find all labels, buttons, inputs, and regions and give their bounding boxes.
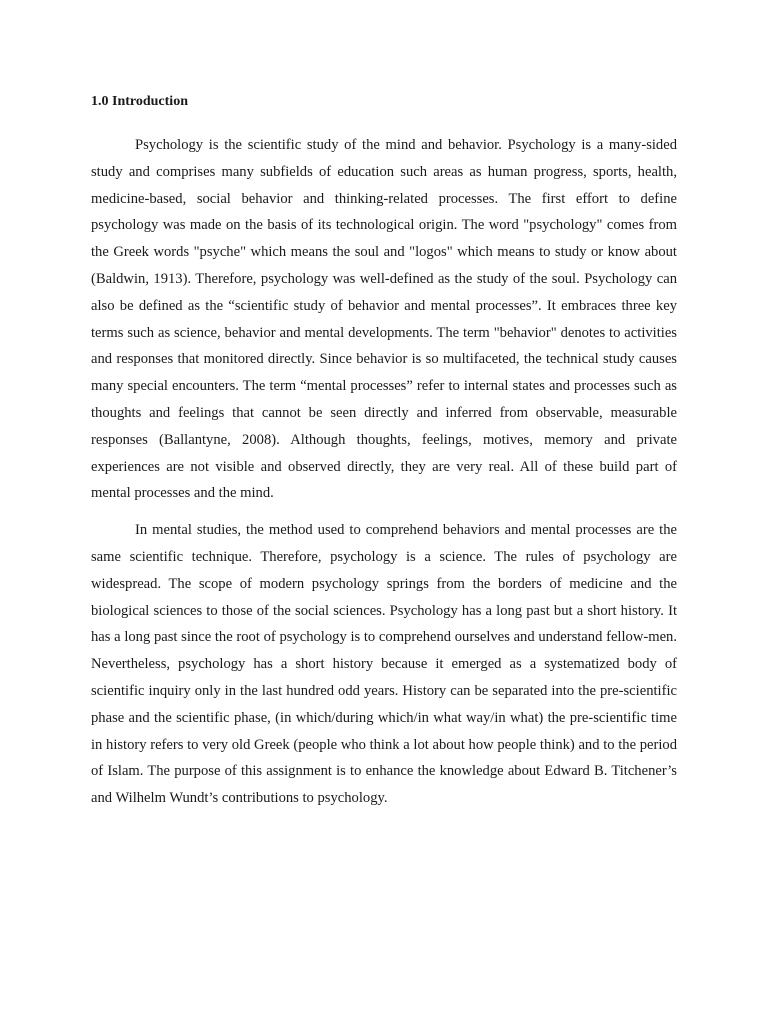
section-heading: 1.0 Introduction — [91, 94, 188, 109]
paragraph-1: Psychology is the scientific study of the mind and behavior. Psychology is a many-sided study and comprises many subfields of education such areas as human progress, sports, health, medicine-based, social behavior and thinking-related processes. The first effort to define psychology was made on the basis of its technological origin. The word "psychology" comes from the Greek words "psyche" which means the soul and "logos" which means to study or know about (Baldwin, 1913). Therefore, psychology was well-defined as the study of the soul. Psychology can also be defined as the “scientific study of behavior and mental processes”. It embraces three key terms such as science, behavior and mental developments. The term "behavior" denotes to activities and responses that monitored directly. Since behavior is so multifaceted, the technical study causes many special encounters. The term “mental processes” refer to internal states and processes such as thoughts and feelings that cannot be seen directly and inferred from observable, measurable responses (Ballantyne, 2008). Although thoughts, feelings, motives, memory and private experiences are not visible and observed directly, they are very real. All of these build part of mental processes and the mind. — [91, 137, 677, 502]
document-body — [91, 92, 677, 822]
paragraph-2: In mental studies, the method used to comprehend behaviors and mental processes are the same scientific technique. Therefore, psychology is a science. The rules of psychology are widespread. The scope of modern psychology springs from the borders of medicine and the biological sciences to those of the social sciences. Psychology has a long past but a short history. It has a long past since the root of psychology is to comprehend ourselves and understand fellow-men. Nevertheless, psychology has a short history because it emerged as a systematized body of scientific inquiry only in the last hundred odd years. History can be separated into the pre-scientific phase and the scientific phase, (in which/during which/in what way/in what) the pre-scientific time in history refers to very old Greek (people who think a lot about how people think) and to the period of Islam. The purpose of this assignment is to enhance the knowledge about Edward B. Titchener’s and Wilhelm Wundt’s contributions to psychology. — [91, 522, 677, 807]
